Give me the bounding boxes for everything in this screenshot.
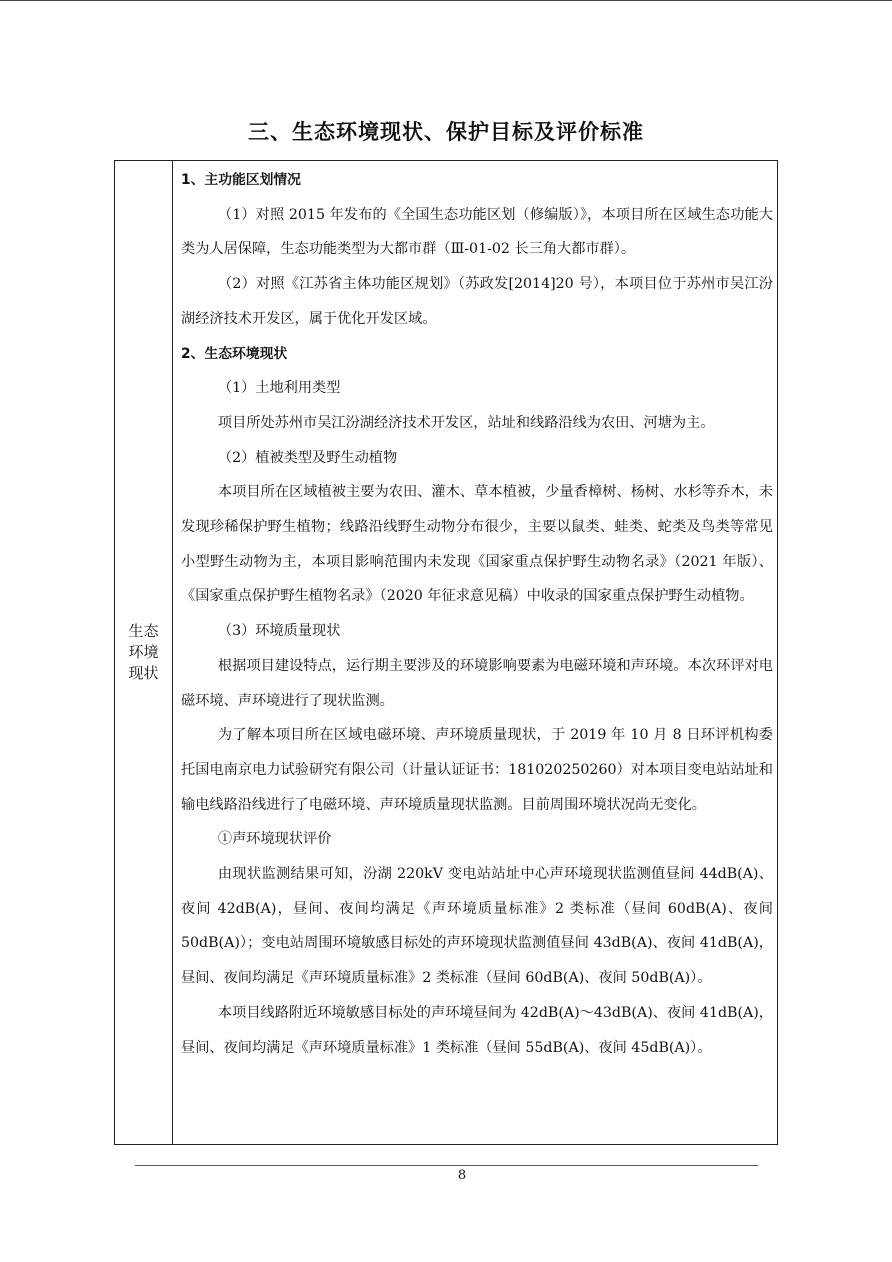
paragraph: （1）对照 2015 年发布的《全国生态功能区划（修编版）》，本项目所在区域生态功能大类为人居保障，生态功能类型为大都市群（Ⅲ-01-02 长三角大都市群）。 bbox=[181, 206, 773, 258]
row-header-line: 环境 bbox=[128, 643, 159, 661]
paragraph: （1）土地利用类型 bbox=[217, 380, 341, 397]
paragraph: 为了解本项目所在区域电磁环境、声环境质量现状，于 2019 年 10 月 8 日环评机构委托国电南京电力试验研究有限公司（计量认证证书：181020250260）对本项目变电站站址和输电线路沿线进行了电磁环境、声环境质量现状监测。目前周围环境状况尚无变化。 bbox=[181, 727, 773, 813]
paragraph: （2）对照《江苏省主体功能区规划》（苏政发[2014]20 号），本项目位于苏州市吴江汾湖经济技术开发区，属于优化开发区域。 bbox=[181, 276, 773, 327]
row-header-line: 生态 bbox=[128, 622, 159, 640]
section-heading: 2、生态环境现状 bbox=[181, 345, 288, 362]
paragraph: （2）植被类型及野生动植物 bbox=[217, 449, 398, 466]
page-title: 三、生态环境现状、保护目标及评价标准 bbox=[248, 120, 644, 144]
paragraph: 根据项目建设特点，运行期主要涉及的环境影响要素为电磁环境和声环境。本次环评对电磁环境、声环境进行了现状监测。 bbox=[181, 657, 773, 709]
row-header-cell bbox=[115, 621, 172, 684]
row-header-line: 现状 bbox=[128, 664, 159, 682]
content-cell bbox=[181, 163, 773, 1065]
paragraph: 项目所处苏州市吴江汾湖经济技术开发区，站址和线路沿线为农田、河塘为主。 bbox=[217, 414, 715, 431]
paragraph: 本项目线路附近环境敏感目标处的声环境昼间为 42dB(A)～43dB(A)、夜间 41dB(A)，昼间、夜间均满足《声环境质量标准》1 类标准（昼间 55dB(A)、夜间 45dB(A)）。 bbox=[181, 1004, 773, 1056]
column-divider bbox=[172, 161, 173, 1144]
paragraph: 本项目所在区域植被主要为农田、灌木、草本植被，少量香樟树、杨树、水杉等乔木，未发现珍稀保护野生植物；线路沿线野生动物分布很少，主要以鼠类、蛙类、蛇类及鸟类等常见小型野生动物为主，本项目影响范围内未发现《国家重点保护野生动物名录》（2021 年版）、《国家重点保护野生植物名录》（2020 年征求意见稿）中收录的国家重点保护野生动植物。 bbox=[181, 484, 773, 605]
paragraph: （3）环境质量现状 bbox=[217, 623, 341, 640]
footer-rule bbox=[135, 1165, 758, 1166]
paragraph: 由现状监测结果可知，汾湖 220kV 变电站站址中心声环境现状监测值昼间 44dB(A)、夜间 42dB(A)，昼间、夜间均满足《声环境质量标准》2 类标准（昼间 60dB(A)、夜间 50dB(A)）；变电站周围环境敏感目标处的声环境现状监测值昼间 43dB(A)、夜间 41dB(A)，昼间、夜间均满足《声环境质量标准》2 类标准（昼间 60dB(A)、夜间 50dB(A)）。 bbox=[181, 866, 773, 987]
content-table bbox=[114, 160, 778, 1145]
page-number: 8 bbox=[457, 1168, 467, 1183]
section-heading: 1、主功能区划情况 bbox=[181, 172, 301, 188]
top-border-line bbox=[0, 0, 892, 1]
paragraph: ①声环境现状评价 bbox=[217, 831, 332, 848]
